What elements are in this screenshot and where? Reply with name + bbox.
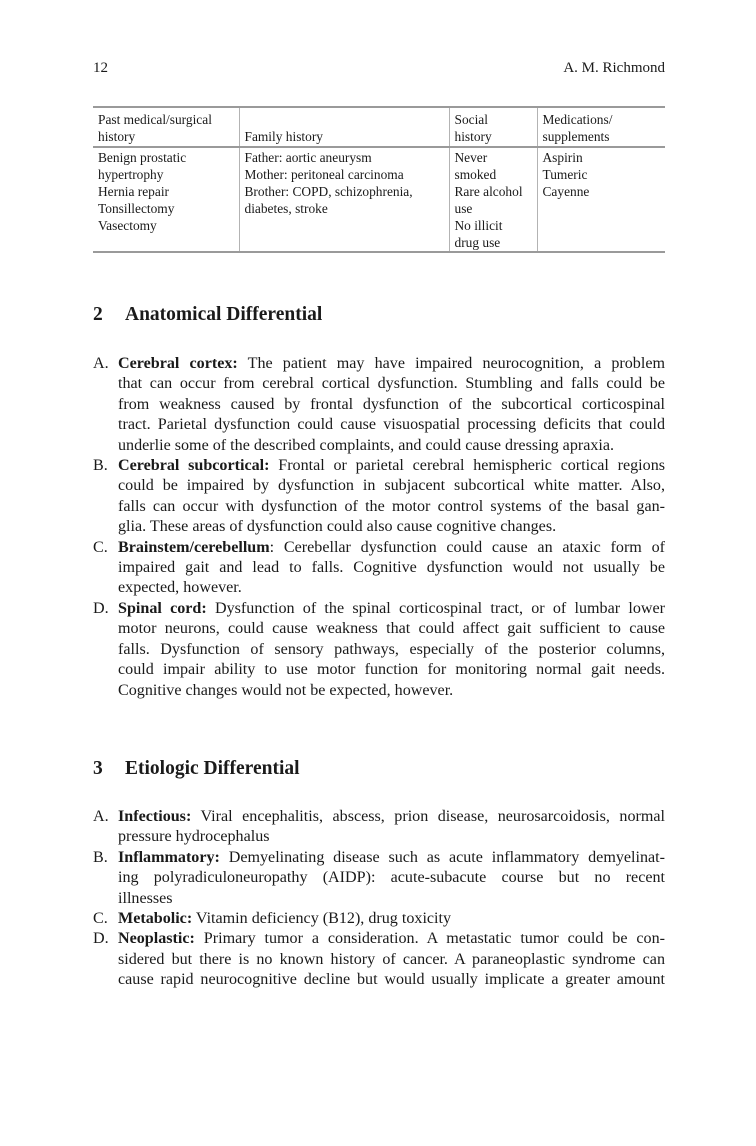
item-letter: A. xyxy=(93,355,109,372)
list-item: D. Spinal cord: Dysfunction of the spinal corticospinal tract, or of lumbar lower motor neurons, could cause weakness that could affect gait sufficient to cause falls. Dysfunction of sensory pathways, especially of the posterior columns, could impair ability to use motor function for monitoring normal gait needs. Cognitive changes would not be expected, however. xyxy=(93,599,665,699)
section-heading-anatomical xyxy=(93,304,322,326)
item-letter: D. xyxy=(93,930,109,948)
section-heading-etiologic xyxy=(93,758,300,780)
item-letter: B. xyxy=(93,457,108,475)
item-term: Neoplastic: xyxy=(118,930,195,948)
table-row xyxy=(93,147,665,252)
list-item: B. Inflammatory: Demyelinating disease such as acute inflammatory demyelinat- ing polyradiculoneuropathy (AIDP): acute-subacute course but no recent illnesses xyxy=(93,848,665,907)
anatomical-differential-list xyxy=(93,354,665,701)
item-term: Brainstem/cerebellum xyxy=(118,538,270,556)
list-item: D. Neoplastic: Primary tumor a consideration. A metastatic tumor could be con- sidered but there is no known history of cancer. A paraneoplastic syndrome can cause rapid neurocognitive decline but would usually implicate a greater amount xyxy=(93,930,665,989)
cell-family-history: Father: aortic aneurysm Mother: peritoneal carcinoma Brother: COPD, schizophrenia, diabetes, stroke xyxy=(239,147,449,252)
cell-medical-history: Benign prostatic hypertrophy Hernia repair Tonsillectomy Vasectomy xyxy=(98,150,187,233)
list-item: C. Metabolic: Vitamin deficiency (B12), drug toxicity xyxy=(93,909,665,929)
column-header-social-history: Social history xyxy=(449,107,537,147)
list-item: A. Cerebral cortex: The patient may have impaired neurocognition, a problem that can occur from cerebral cortical dysfunction. Stumbling and falls could be from weakness caused by frontal dysfunction of the subcortical corticospinal tract. Parietal dysfunction could cause visuospatial processing deficits that could underlie some of the described complaints, and could cause dressing apraxia. xyxy=(93,355,665,454)
section-number: 3 xyxy=(93,758,103,779)
item-letter: A. xyxy=(93,808,109,825)
list-item: C. Brainstem/cerebellum: Cerebellar dysfunction could cause an ataxic form of impaired gait and lead to falls. Cognitive dysfunction would not usually be expected, however. xyxy=(93,538,665,597)
list-item: B. Cerebral subcortical: Frontal or parietal cerebral hemispheric cortical regions could be impaired by dysfunction in subjacent subcortical white matter. Also, falls can occur with dysfunction of the motor control systems of the basal gan- glia. These areas of dysfunction could also cause cognitive changes. xyxy=(93,457,665,536)
etiologic-differential-list xyxy=(93,807,665,991)
item-letter: D. xyxy=(93,599,109,617)
column-header-family-history: Family history xyxy=(239,107,449,147)
item-letter: C. xyxy=(93,910,108,928)
item-term: Infectious: xyxy=(118,808,192,825)
item-term: Metabolic: xyxy=(118,910,193,928)
item-term: Cerebral subcortical: xyxy=(118,457,270,475)
list-item: A. Infectious: Viral encephalitis, abscess, prion disease, neurosarcoidosis, normal pressure hydrocephalus xyxy=(93,808,666,846)
table-header xyxy=(93,107,665,147)
column-header-medical-history: Past medical/surgical history xyxy=(98,112,212,144)
running-author: A. M. Richmond xyxy=(563,60,665,76)
item-letter: C. xyxy=(93,538,108,556)
section-number: 2 xyxy=(93,304,103,325)
cell-medications: Aspirin Tumeric Cayenne xyxy=(537,147,665,252)
cell-social-history: Never smoked Rare alcohol use No illicit drug use xyxy=(449,147,537,252)
running-head xyxy=(93,59,665,77)
item-letter: B. xyxy=(93,848,108,866)
item-term: Cerebral cortex: xyxy=(118,355,238,372)
section-title: Etiologic Differential xyxy=(125,758,300,779)
item-term: Inflammatory: xyxy=(118,848,220,866)
patient-history-table xyxy=(93,106,665,253)
section-title: Anatomical Differential xyxy=(125,304,323,325)
page-number: 12 xyxy=(93,60,108,76)
column-header-medications: Medications/ supplements xyxy=(537,107,665,147)
item-term: Spinal cord: xyxy=(118,599,207,617)
